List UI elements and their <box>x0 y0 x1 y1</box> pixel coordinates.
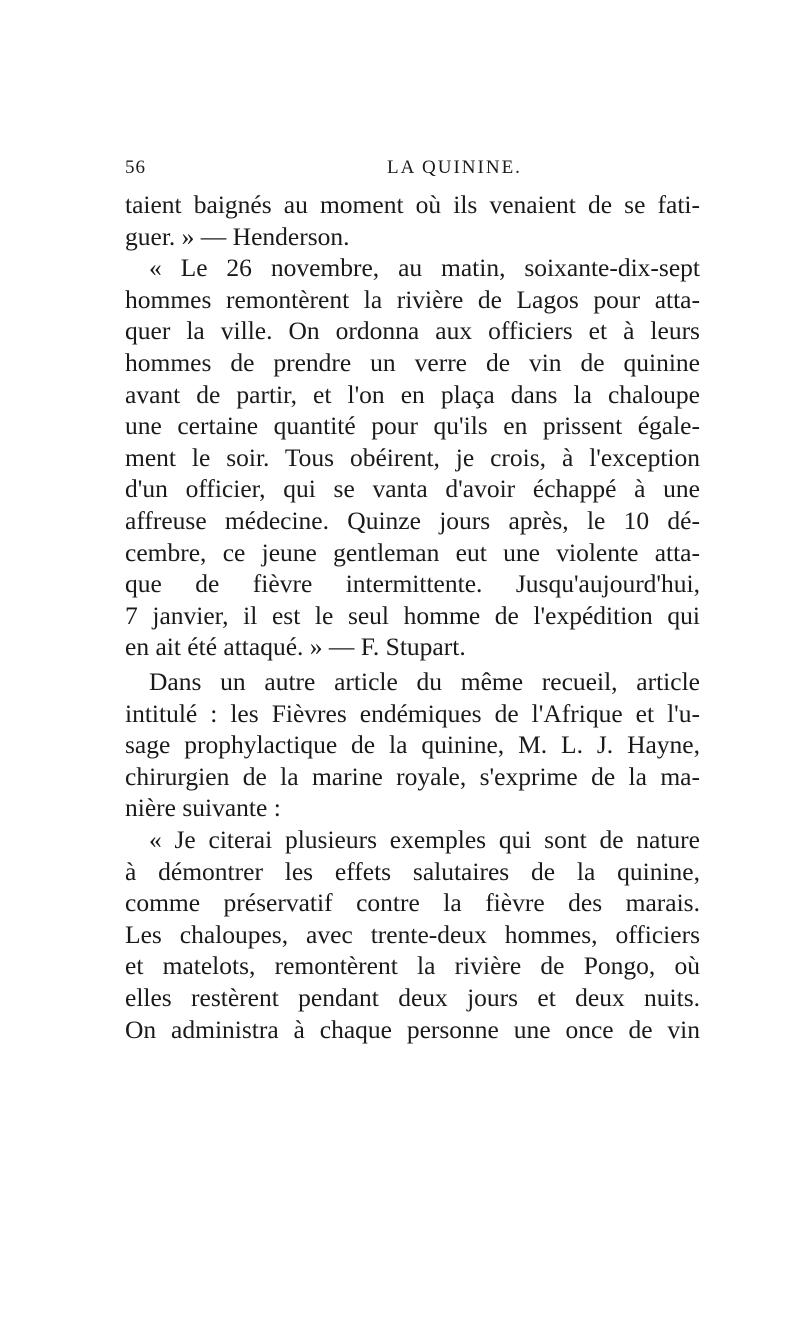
text-line: et matelots, remontèrent la rivière de Pongo, où <box>125 951 700 981</box>
text-line: avant de partir, et l'on en plaça dans la chaloupe <box>125 379 700 409</box>
text-line: guer. » — Henderson. <box>125 221 350 251</box>
text-line: nière suivante : <box>125 793 281 823</box>
text-line: taient baignés au moment où ils venaient de se fati- <box>125 190 700 219</box>
text-line: 7 janvier, il est le seul homme de l'expédition qui <box>125 600 700 630</box>
text-block-1 <box>125 189 700 663</box>
text-line: cembre, ce jeune gentleman eut une violente atta- <box>125 537 700 567</box>
page-number: 56 <box>125 157 146 178</box>
text-line: « Je citerai plusieurs exemples qui sont de nature <box>149 824 700 854</box>
text-line: sage prophylactique de la quinine, M. L. J. Hayne, <box>125 730 700 760</box>
text-line: « Le 26 novembre, au matin, soixante-dix-sept <box>149 253 700 283</box>
text-line: comme préservatif contre la fièvre des marais. <box>125 888 700 918</box>
text-line: chirurgien de la marine royale, s'exprime de la ma- <box>125 761 700 791</box>
running-title: LA QUININE. <box>387 157 522 178</box>
text-line: Les chaloupes, avec trente-deux hommes, officiers <box>125 919 700 949</box>
text-line: en ait été attaqué. » — F. Stupart. <box>125 632 466 662</box>
text-line: quer la ville. On ordonna aux officiers et à leurs <box>125 316 700 346</box>
text-line: Dans un autre article du même recueil, article <box>149 667 700 696</box>
page-header <box>125 157 700 187</box>
text-line: intitulé : les Fièvres endémiques de l'Afrique et l'u- <box>125 698 700 728</box>
text-line: à démontrer les effets salutaires de la quinine, <box>125 856 700 886</box>
text-line: hommes remontèrent la rivière de Lagos pour atta- <box>125 284 700 314</box>
text-line: ment le soir. Tous obéirent, je crois, à l'exception <box>125 442 700 472</box>
text-line: que de fièvre intermittente. Jusqu'aujourd'hui, <box>125 569 700 599</box>
text-block-2 <box>125 666 700 1045</box>
text-line: affreuse médecine. Quinze jours après, le 10 dé- <box>125 505 700 535</box>
text-line: On administra à chaque personne une once de vin <box>125 1014 700 1044</box>
text-line: hommes de prendre un verre de vin de quinine <box>125 347 700 377</box>
text-line: une certaine quantité pour qu'ils en prissent égale- <box>125 411 700 441</box>
text-line: elles restèrent pendant deux jours et deux nuits. <box>125 982 700 1012</box>
text-line: d'un officier, qui se vanta d'avoir échappé à une <box>125 474 700 504</box>
